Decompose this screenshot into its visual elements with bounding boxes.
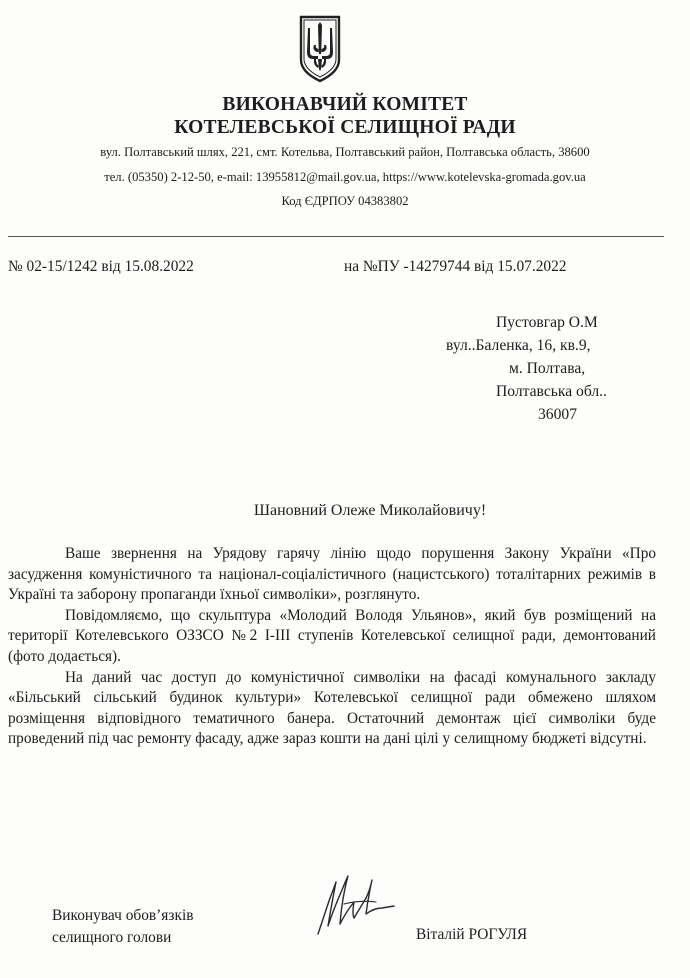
handwritten-signature [310,868,400,940]
org-edrpou: Код ЄДРПОУ 04383802 [281,194,409,208]
outgoing-reference: № 02-15/1242 від 15.08.2022 [8,258,194,275]
org-title-line2: КОТЕЛЕВСЬКОЇ СЕЛИЩНОЇ РАДИ [174,117,516,138]
signatory-title-line1: Виконувач обов’язків [52,907,194,924]
recipient-street: вул..Баленка, 16, кв.9, [446,337,591,354]
body-paragraph-3: На даний час доступ до комуністичної символіки на фасаді комунального закладу «Більський сільський будинок культури» Котелевської селищної ради обмежено шляхом розміщення відповідного тематичного банера. Остаточний демонтаж цієї символіки буде проведений під час ремонту фасаду, адже зараз кошти на дані цілі у селищному бюджеті відсутні. [8,668,656,748]
org-title-line1: ВИКОНАВЧИЙ КОМІТЕТ [222,94,468,115]
signatory-name: Віталій РОГУЛЯ [416,926,528,943]
org-address: вул. Полтавський шлях, 221, смт. Котельва, Полтавський район, Полтавська область, 38600 [100,145,590,159]
recipient-postcode: 36007 [538,406,577,423]
recipient-name: Пустовгар О.М [496,314,598,331]
recipient-city: м. Полтава, [509,360,586,377]
letter-body [8,544,656,750]
ukraine-trident-emblem-icon [298,14,342,84]
incoming-reference: на №ПУ -14279744 від 15.07.2022 [344,258,567,275]
header-divider [8,236,664,237]
org-contacts: тел. (05350) 2-12-50, e-mail: 13955812@mail.gov.ua, https://www.kotelevska-gromada.gov.ua [104,170,586,184]
body-paragraph-1: Ваше звернення на Урядову гарячу лінію щодо порушення Закону України «Про засудження комуністичного та націонал-соціалістичного (нацистського) тоталітарних режимів в Україні та заборону пропаганди їхньої символіки», розглянуто. [8,545,656,604]
recipient-region: Полтавська обл.. [496,383,607,400]
signatory-title [52,905,193,949]
salutation: Шановний Олеже Миколайовичу! [253,502,487,519]
signatory-title-line2: селищного голови [52,929,172,946]
body-paragraph-2: Повідомляємо, що скульптура «Молодий Володя Ульянов», який був розміщений на території Котелевського ОЗЗСО №2 І-ІІІ ступенів Котелевської селищної ради, демонтований (фото додається). [8,606,656,665]
